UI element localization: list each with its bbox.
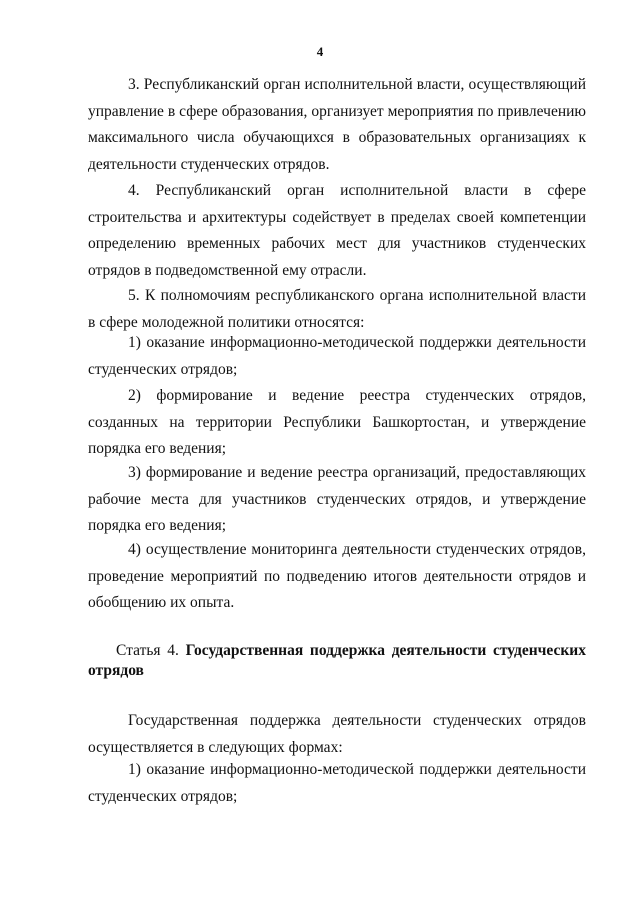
- paragraph-4: 4. Республиканский орган исполнительной власти в сфере строительства и архитектуры содействует в пределах своей компетенции определению временных рабочих мест для участников студенческих отрядов в подведомственной ему отрасли.: [88, 182, 586, 279]
- article-heading: [88, 641, 586, 681]
- article-paragraph-intro: Государственная поддержка деятельности студенческих отрядов осуществляется в следующих формах:: [88, 712, 586, 756]
- article-list-item-1: 1) оказание информационно-методической поддержки деятельности студенческих отрядов;: [88, 761, 586, 805]
- article-label: Статья 4.: [116, 642, 179, 659]
- list-item-2: 2) формирование и ведение реестра студенческих отрядов, созданных на территории Республики Башкортостан, и утверждение порядка его ведения;: [88, 387, 586, 457]
- article-title: Государственная поддержка деятельности студенческих отрядов: [88, 642, 586, 679]
- list-item-3: 3) формирование и ведение реестра организаций, предоставляющих рабочие места для участников студенческих отрядов, и утверждение порядка его ведения;: [88, 464, 586, 534]
- list-item-4: 4) осуществление мониторинга деятельности студенческих отрядов, проведение мероприятий по подведению итогов деятельности отрядов и обобщению их опыта.: [88, 541, 586, 611]
- paragraph-5: 5. К полномочиям республиканского органа исполнительной власти в сфере молодежной политики относятся:: [88, 287, 586, 331]
- page-number: 4: [316, 44, 324, 59]
- list-item-1: 1) оказание информационно-методической поддержки деятельности студенческих отрядов;: [88, 334, 586, 378]
- paragraph-3: 3. Республиканский орган исполнительной власти, осуществляющий управление в сфере образования, организует мероприятия по привлечению максимального числа обучающихся в образовательных организациях к деятельности студенческих отрядов.: [88, 76, 586, 173]
